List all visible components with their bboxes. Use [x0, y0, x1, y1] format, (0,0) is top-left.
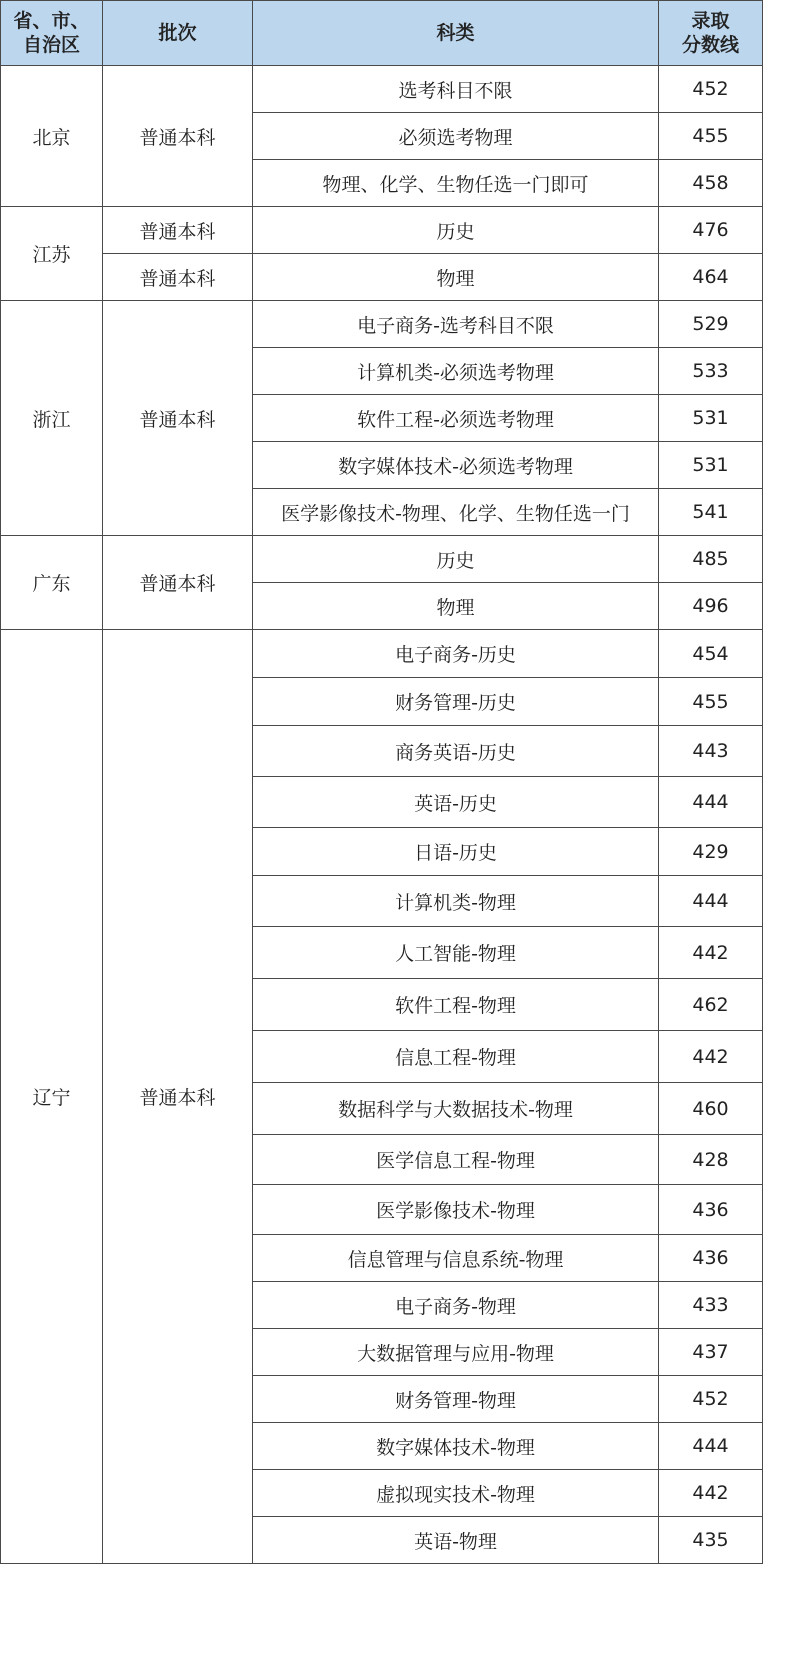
- category-cell: 计算机类-必须选考物理: [253, 348, 659, 395]
- category-cell: 英语-历史: [253, 777, 659, 828]
- category-cell: 计算机类-物理: [253, 876, 659, 927]
- score-cell: 433: [659, 1282, 763, 1329]
- score-cell: 436: [659, 1235, 763, 1282]
- category-cell: 必须选考物理: [253, 113, 659, 160]
- category-cell: 物理: [253, 583, 659, 630]
- batch-cell: 普通本科: [103, 630, 253, 1564]
- category-cell: 信息管理与信息系统-物理: [253, 1235, 659, 1282]
- score-cell: 476: [659, 207, 763, 254]
- header-category: 科类: [253, 1, 659, 66]
- category-cell: 日语-历史: [253, 828, 659, 876]
- category-cell: 大数据管理与应用-物理: [253, 1329, 659, 1376]
- score-cell: 529: [659, 301, 763, 348]
- score-cell: 485: [659, 536, 763, 583]
- score-cell: 464: [659, 254, 763, 301]
- table-row: [1, 207, 763, 254]
- score-cell: 435: [659, 1517, 763, 1564]
- table-row: [1, 66, 763, 113]
- score-cell: 531: [659, 442, 763, 489]
- header-batch: 批次: [103, 1, 253, 66]
- header-score: 录取 分数线: [659, 1, 763, 66]
- score-cell: 454: [659, 630, 763, 678]
- category-cell: 人工智能-物理: [253, 927, 659, 979]
- batch-cell: 普通本科: [103, 207, 253, 254]
- category-cell: 软件工程-必须选考物理: [253, 395, 659, 442]
- score-cell: 436: [659, 1185, 763, 1235]
- category-cell: 医学影像技术-物理: [253, 1185, 659, 1235]
- score-cell: 460: [659, 1083, 763, 1135]
- category-cell: 软件工程-物理: [253, 979, 659, 1031]
- category-cell: 数据科学与大数据技术-物理: [253, 1083, 659, 1135]
- table-row: [1, 301, 763, 348]
- category-cell: 电子商务-物理: [253, 1282, 659, 1329]
- score-cell: 531: [659, 395, 763, 442]
- score-cell: 444: [659, 777, 763, 828]
- score-cell: 496: [659, 583, 763, 630]
- score-cell: 452: [659, 1376, 763, 1423]
- score-cell: 455: [659, 678, 763, 726]
- category-cell: 电子商务-历史: [253, 630, 659, 678]
- category-cell: 数字媒体技术-必须选考物理: [253, 442, 659, 489]
- score-cell: 533: [659, 348, 763, 395]
- category-cell: 财务管理-物理: [253, 1376, 659, 1423]
- header-row: [1, 1, 763, 66]
- score-cell: 442: [659, 1470, 763, 1517]
- score-cell: 452: [659, 66, 763, 113]
- score-cell: 462: [659, 979, 763, 1031]
- province-cell: 广东: [1, 536, 103, 630]
- category-cell: 医学影像技术-物理、化学、生物任选一门: [253, 489, 659, 536]
- batch-cell: 普通本科: [103, 301, 253, 536]
- category-cell: 商务英语-历史: [253, 726, 659, 777]
- header-province: 省、市、 自治区: [1, 1, 103, 66]
- category-cell: 历史: [253, 536, 659, 583]
- category-cell: 医学信息工程-物理: [253, 1135, 659, 1185]
- province-cell: 北京: [1, 66, 103, 207]
- category-cell: 英语-物理: [253, 1517, 659, 1564]
- category-cell: 财务管理-历史: [253, 678, 659, 726]
- score-cell: 444: [659, 1423, 763, 1470]
- score-cell: 442: [659, 927, 763, 979]
- category-cell: 物理: [253, 254, 659, 301]
- province-cell: 浙江: [1, 301, 103, 536]
- score-cell: 443: [659, 726, 763, 777]
- category-cell: 历史: [253, 207, 659, 254]
- batch-cell: 普通本科: [103, 254, 253, 301]
- batch-cell: 普通本科: [103, 536, 253, 630]
- table-row: [1, 630, 763, 678]
- category-cell: 虚拟现实技术-物理: [253, 1470, 659, 1517]
- score-cell: 541: [659, 489, 763, 536]
- score-cell: 444: [659, 876, 763, 927]
- score-cell: 429: [659, 828, 763, 876]
- province-cell: 江苏: [1, 207, 103, 301]
- batch-cell: 普通本科: [103, 66, 253, 207]
- score-cell: 458: [659, 160, 763, 207]
- category-cell: 物理、化学、生物任选一门即可: [253, 160, 659, 207]
- table-row: [1, 254, 763, 301]
- score-cell: 437: [659, 1329, 763, 1376]
- table-row: [1, 536, 763, 583]
- category-cell: 电子商务-选考科目不限: [253, 301, 659, 348]
- category-cell: 数字媒体技术-物理: [253, 1423, 659, 1470]
- score-cell: 455: [659, 113, 763, 160]
- score-cell: 442: [659, 1031, 763, 1083]
- table-body: [1, 66, 763, 1564]
- category-cell: 信息工程-物理: [253, 1031, 659, 1083]
- score-cell: 428: [659, 1135, 763, 1185]
- province-cell: 辽宁: [1, 630, 103, 1564]
- category-cell: 选考科目不限: [253, 66, 659, 113]
